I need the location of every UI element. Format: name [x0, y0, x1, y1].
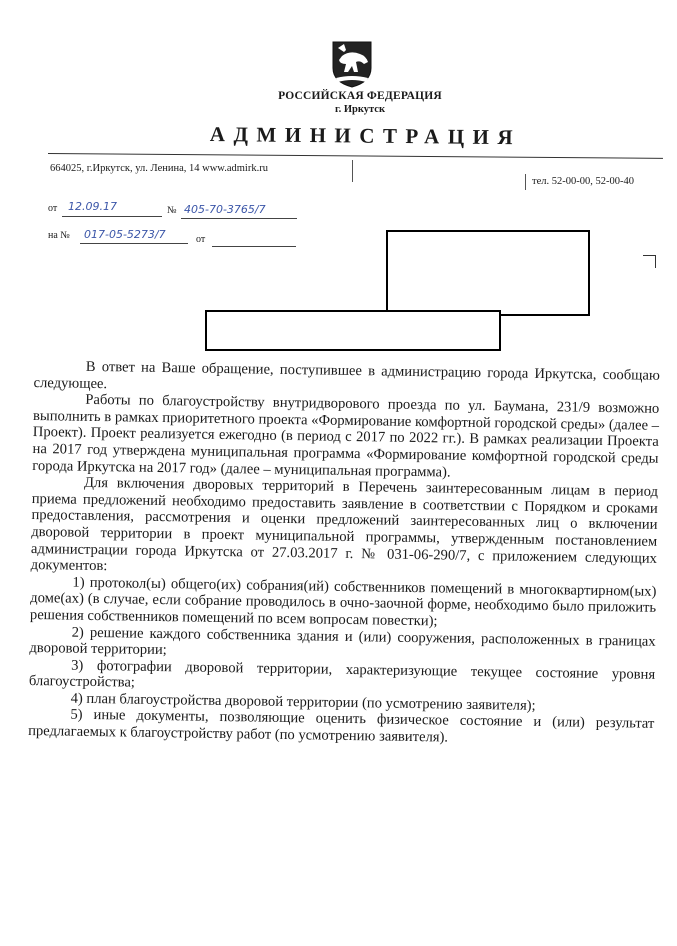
- irkutsk-coat-of-arms-icon: [330, 38, 374, 88]
- ref-date-field-line: [212, 246, 296, 247]
- number-field-line: [181, 218, 297, 219]
- list-item: 4) план благоустройства дворовой территории (по усмотрению заявителя);: [70, 690, 536, 714]
- address-corner-mark: [643, 255, 656, 268]
- header-divider: [48, 153, 663, 159]
- address-line: 664025, г.Иркутск, ул. Ленина, 14 www.admirk.ru: [50, 163, 268, 174]
- administration-title: АДМИНИСТРАЦИЯ: [209, 122, 522, 150]
- list-item: 5) иные документы, позволяющие оценить физическое состояние и (или) результат предлагаемых к благоустройству работ (по усмотрению заявителя).: [28, 707, 655, 746]
- list-item: 3) фотографии дворовой территории, характеризующие текущее состояние уровня благоустройства;: [28, 657, 656, 691]
- ref-field-line: [80, 243, 188, 244]
- from-label: от: [48, 203, 58, 214]
- redacted-recipient-block: [386, 230, 590, 316]
- redacted-recipient-name: [205, 310, 501, 351]
- ref-label: на №: [48, 230, 70, 241]
- phone-line: тел. 52-00-00, 52-00-40: [532, 176, 634, 187]
- list-item: 1) протокол(ы) общего(их) собрания(ий) собственников помещений в многоквартирном(ых) доме(ах) (в случае, если собрание проводилось в очно-заочной форме, необходимо было приложить решения собственников помещений по всем вопросам повестки);: [29, 574, 657, 630]
- list-item: 2) решение каждого собственника здания и (или) сооружения, расположенных в границах дворовой территории;: [29, 624, 656, 659]
- ref-value: 017-05-5273/7: [84, 228, 166, 241]
- ref-from-label: от: [196, 234, 206, 245]
- paragraph: Работы по благоустройству внутридворового проезда по ул. Баумана, 231/9 возможно выполнить в рамках приоритетного проекта «Формирование комфортной городской среды» (далее – Проект). Проект реализуется ежегодно (в период с 2017 по 2022 гг.). В рамках реализации Проекта на 2017 год утверждена муниципальная программа «Формирование комфортной городской среды города Иркутска на 2017 год» (далее – муниципальная программа).: [32, 392, 660, 481]
- address-separator: [352, 160, 353, 182]
- date-field-line: [62, 216, 162, 217]
- number-value: 405-70-3765/7: [184, 203, 266, 216]
- letter-body: [28, 358, 660, 749]
- country-name: РОССИЙСКАЯ ФЕДЕРАЦИЯ: [278, 90, 442, 102]
- phone-separator: [525, 174, 526, 190]
- city-name: г. Иркутск: [335, 104, 385, 115]
- paragraph: В ответ на Ваше обращение, поступившее в администрацию города Иркутска, сообщаю следующее.: [33, 358, 660, 392]
- number-label: №: [167, 205, 177, 216]
- paragraph: Для включения дворовых территорий в Перечень заинтересованным лицам в период приема предложений необходимо предоставить заявление в соответствии с Порядком и сроками предоставления, рассмотрения и оценки предложений заинтересованных лиц о включении дворовой территории в проект муниципальной программы, утвержденным постановлением администрации города Иркутска от 27.03.2017 г. № 031-06-290/7, с приложением следующих документов:: [30, 474, 659, 575]
- date-value: 12.09.17: [68, 200, 117, 213]
